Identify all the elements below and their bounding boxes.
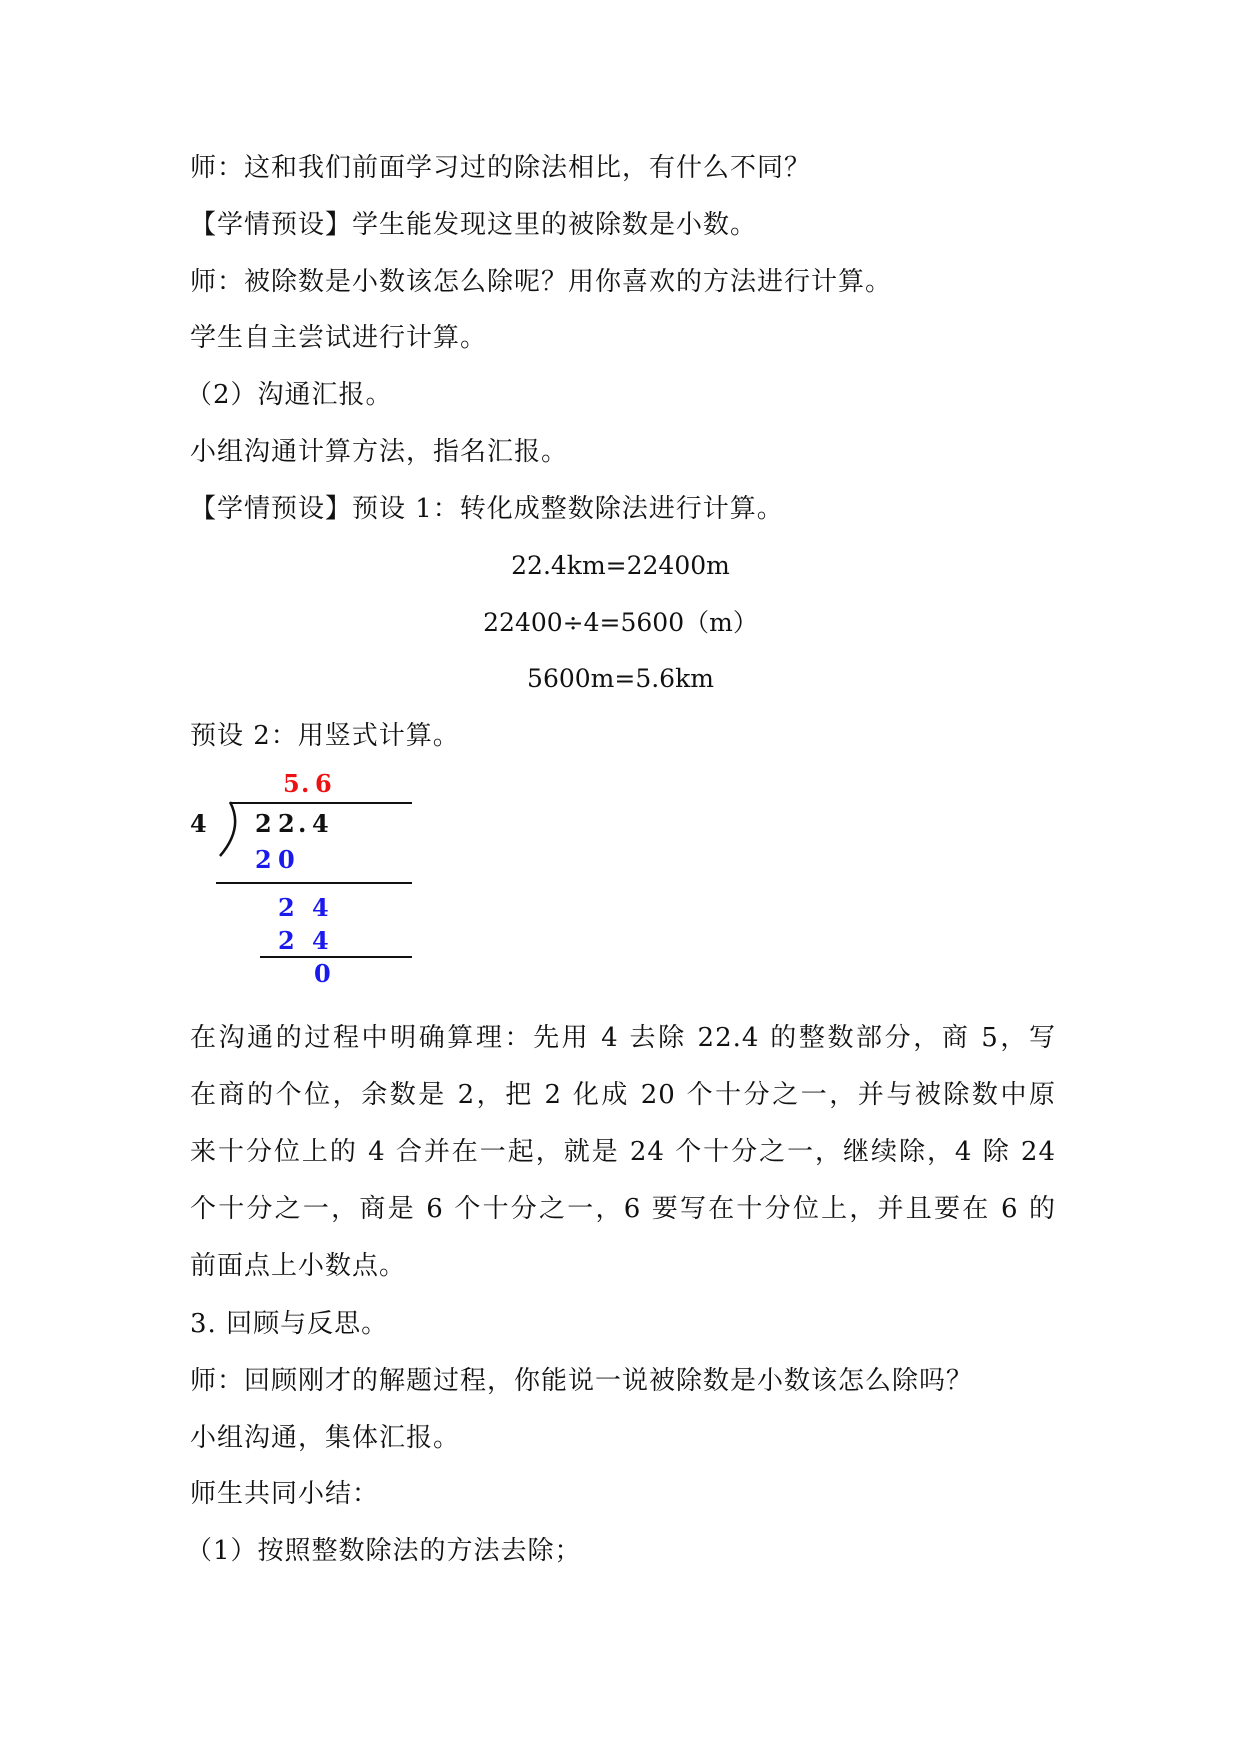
paragraph-preset-1: 【学情预设】预设 1：转化成整数除法进行计算。	[190, 494, 784, 524]
paragraph-teacher-question: 师：这和我们前面学习过的除法相比，有什么不同？	[190, 153, 812, 183]
step2-product-digit: 4	[312, 926, 329, 955]
quotient-digit-6: 6	[315, 769, 332, 798]
step2-remainder-digit: 4	[312, 893, 329, 922]
equation-m-to-km: 5600m=5.6km	[527, 664, 714, 693]
dividend-digit-tenths: 4	[312, 809, 329, 838]
dividend-digit-ones: 2	[278, 809, 295, 838]
step1-product-digit: 0	[278, 845, 295, 874]
dividend-digit-tens: 2	[255, 809, 272, 838]
division-bar	[230, 802, 412, 804]
subtraction-line-2	[260, 956, 412, 958]
paragraph-summary-heading: 师生共同小结：	[190, 1479, 380, 1509]
subtraction-line-1	[216, 882, 412, 884]
step2-remainder-digit: 2	[278, 893, 295, 922]
long-division-diagram	[180, 770, 410, 1010]
quotient-decimal-point: .	[301, 769, 310, 798]
explanation-paragraph	[190, 1010, 1056, 1295]
equation-km-to-m: 22.4km=22400m	[511, 551, 730, 580]
section-heading-review: 3. 回顾与反思。	[190, 1309, 389, 1339]
quotient-digit-5: 5	[283, 769, 300, 798]
paragraph-preset-note: 【学情预设】学生能发现这里的被除数是小数。	[190, 210, 758, 240]
final-remainder: 0	[314, 959, 331, 988]
paragraph-group-report: 小组沟通计算方法，指名汇报。	[190, 437, 569, 467]
paragraph-teacher-review: 师：回顾刚才的解题过程，你能说一说被除数是小数该怎么除吗？	[190, 1366, 974, 1396]
step2-product-digit: 2	[278, 926, 295, 955]
section-heading-communicate: （2）沟通汇报。	[186, 380, 393, 410]
paragraph-teacher-prompt: 师：被除数是小数该怎么除呢？用你喜欢的方法进行计算。	[190, 267, 893, 297]
dividend-decimal-point: .	[298, 809, 307, 838]
equation-division: 22400÷4=5600（m）	[483, 608, 758, 637]
paragraph-student-attempt: 学生自主尝试进行计算。	[190, 323, 488, 353]
summary-item-1: （1）按照整数除法的方法去除；	[186, 1536, 582, 1566]
divisor: 4	[190, 809, 207, 838]
division-bracket	[214, 800, 240, 860]
paragraph-group-collective-report: 小组沟通，集体汇报。	[190, 1423, 461, 1453]
explanation-line: 个十分之一，商是 6 个十分之一，6 要写在十分位上，并且要在 6 的	[190, 1194, 1056, 1224]
explanation-line: 在商的个位，余数是 2，把 2 化成 20 个十分之一，并与被除数中原	[190, 1080, 1056, 1110]
explanation-line: 来十分位上的 4 合并在一起，就是 24 个十分之一，继续除，4 除 24	[190, 1137, 1056, 1167]
step1-product-digit: 2	[255, 845, 272, 874]
paragraph-preset-2: 预设 2：用竖式计算。	[190, 721, 460, 751]
explanation-line: 在沟通的过程中明确算理：先用 4 去除 22.4 的整数部分，商 5，写	[190, 1023, 1056, 1053]
explanation-line: 前面点上小数点。	[190, 1251, 407, 1281]
